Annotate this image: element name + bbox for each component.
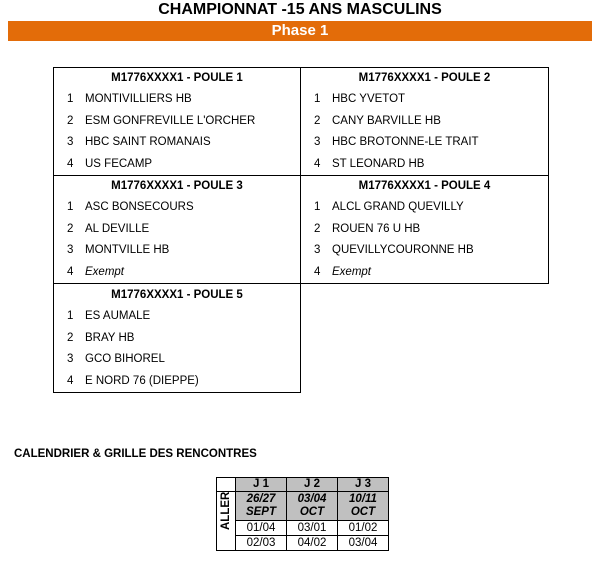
- pool-title: M1776XXXX1 - POULE 5: [111, 289, 243, 301]
- team-row: [54, 132, 300, 154]
- team-row: [54, 328, 300, 350]
- team-row: [301, 197, 548, 219]
- aller-label: ALLER: [220, 491, 232, 530]
- grid-corner: [217, 478, 236, 492]
- team-number: 1: [314, 93, 321, 105]
- team-number: 4: [67, 374, 74, 387]
- match-cell: 01/04: [236, 521, 287, 536]
- team-row: [301, 219, 548, 241]
- calendar-title: CALENDRIER & GRILLE DES RENCONTRES: [14, 448, 257, 460]
- team-name: MONTVILLE HB: [85, 244, 170, 256]
- team-number: 4: [314, 157, 321, 170]
- round-month: OCT: [350, 506, 376, 518]
- page-title: CHAMPIONNAT -15 ANS MASCULINS: [158, 1, 442, 18]
- team-number: 1: [67, 201, 74, 213]
- team-row: [54, 240, 300, 262]
- round-date-cell: [338, 492, 389, 521]
- match-cell: 01/02: [338, 521, 389, 536]
- team-row: [301, 154, 548, 176]
- match-grid: [216, 477, 389, 551]
- team-name: ASC BONSECOURS: [85, 201, 194, 213]
- team-number: 2: [314, 114, 321, 127]
- team-row: [301, 111, 548, 133]
- team-number: 4: [314, 265, 321, 278]
- team-row: [54, 154, 300, 176]
- team-name: US FECAMP: [85, 157, 153, 170]
- pool-title: M1776XXXX1 - POULE 2: [358, 72, 491, 84]
- team-number: 3: [67, 244, 74, 256]
- team-row: [301, 132, 548, 154]
- phase-banner: Phase 1: [8, 21, 592, 41]
- team-name: ES AUMALE: [85, 310, 151, 322]
- team-name: HBC YVETOT: [332, 93, 406, 105]
- pool-title: M1776XXXX1 - POULE 1: [111, 72, 243, 84]
- team-name: GCO BIHOREL: [85, 353, 165, 365]
- team-row: [54, 371, 300, 393]
- match-cell: 04/02: [287, 536, 338, 551]
- round-date: 26/27: [246, 493, 276, 505]
- round-label: J 2: [287, 478, 338, 492]
- team-number: 2: [314, 222, 321, 235]
- team-name: Exempt: [85, 265, 124, 278]
- team-row: [54, 89, 300, 111]
- team-name: MONTIVILLIERS HB: [85, 93, 192, 105]
- team-number: 1: [314, 201, 321, 213]
- team-row: [301, 240, 548, 262]
- team-row: [301, 262, 548, 284]
- team-number: 2: [67, 331, 74, 344]
- round-month: SEPT: [245, 506, 277, 518]
- pool-title: M1776XXXX1 - POULE 4: [358, 180, 491, 192]
- team-name: AL DEVILLE: [85, 222, 150, 235]
- team-number: 1: [67, 310, 74, 322]
- team-name: E NORD 76 (DIEPPE): [85, 374, 199, 387]
- match-cell: 03/01: [287, 521, 338, 536]
- pool-title: M1776XXXX1 - POULE 3: [111, 180, 243, 192]
- team-number: 3: [67, 136, 74, 148]
- team-number: 2: [67, 114, 74, 127]
- team-row: [54, 111, 300, 133]
- team-name: QUEVILLYCOURONNE HB: [332, 244, 474, 256]
- round-date: 03/04: [297, 493, 327, 505]
- round-date-row: [217, 492, 389, 521]
- round-date-cell: [287, 492, 338, 521]
- round-label: J 1: [236, 478, 287, 492]
- team-name: BRAY HB: [85, 331, 135, 344]
- team-row: [54, 349, 300, 371]
- team-row: [54, 262, 300, 284]
- pool-5: [54, 285, 300, 392]
- team-name: HBC SAINT ROMANAIS: [85, 136, 211, 148]
- round-date-cell: [236, 492, 287, 521]
- round-month: OCT: [299, 506, 325, 518]
- round-header-row: [217, 478, 389, 492]
- pool-4: [301, 176, 548, 283]
- team-number: 3: [67, 353, 74, 365]
- pool-2: [301, 68, 548, 175]
- team-row: [54, 306, 300, 328]
- match-row: [217, 536, 389, 551]
- round-date: 10/11: [349, 493, 377, 505]
- team-name: HBC BROTONNE-LE TRAIT: [332, 136, 479, 148]
- team-name: Exempt: [332, 265, 371, 278]
- team-row: [54, 219, 300, 241]
- team-number: 4: [67, 265, 74, 278]
- round-label: J 3: [338, 478, 389, 492]
- team-number: 3: [314, 244, 321, 256]
- team-name: ST LEONARD HB: [332, 157, 425, 170]
- pool-1: [54, 68, 300, 175]
- team-number: 4: [67, 157, 74, 170]
- team-number: 1: [67, 93, 74, 105]
- match-cell: 03/04: [338, 536, 389, 551]
- match-cell: 02/03: [236, 536, 287, 551]
- team-number: 2: [67, 222, 74, 235]
- team-name: ROUEN 76 U HB: [332, 222, 421, 235]
- team-name: ESM GONFREVILLE L'ORCHER: [85, 114, 256, 127]
- team-row: [301, 89, 548, 111]
- aller-label-cell: [217, 492, 236, 551]
- team-row: [54, 197, 300, 219]
- match-row: [217, 521, 389, 536]
- team-number: 3: [314, 136, 321, 148]
- team-name: ALCL GRAND QUEVILLY: [332, 201, 464, 213]
- team-name: CANY BARVILLE HB: [332, 114, 441, 127]
- pool-3: [54, 176, 300, 283]
